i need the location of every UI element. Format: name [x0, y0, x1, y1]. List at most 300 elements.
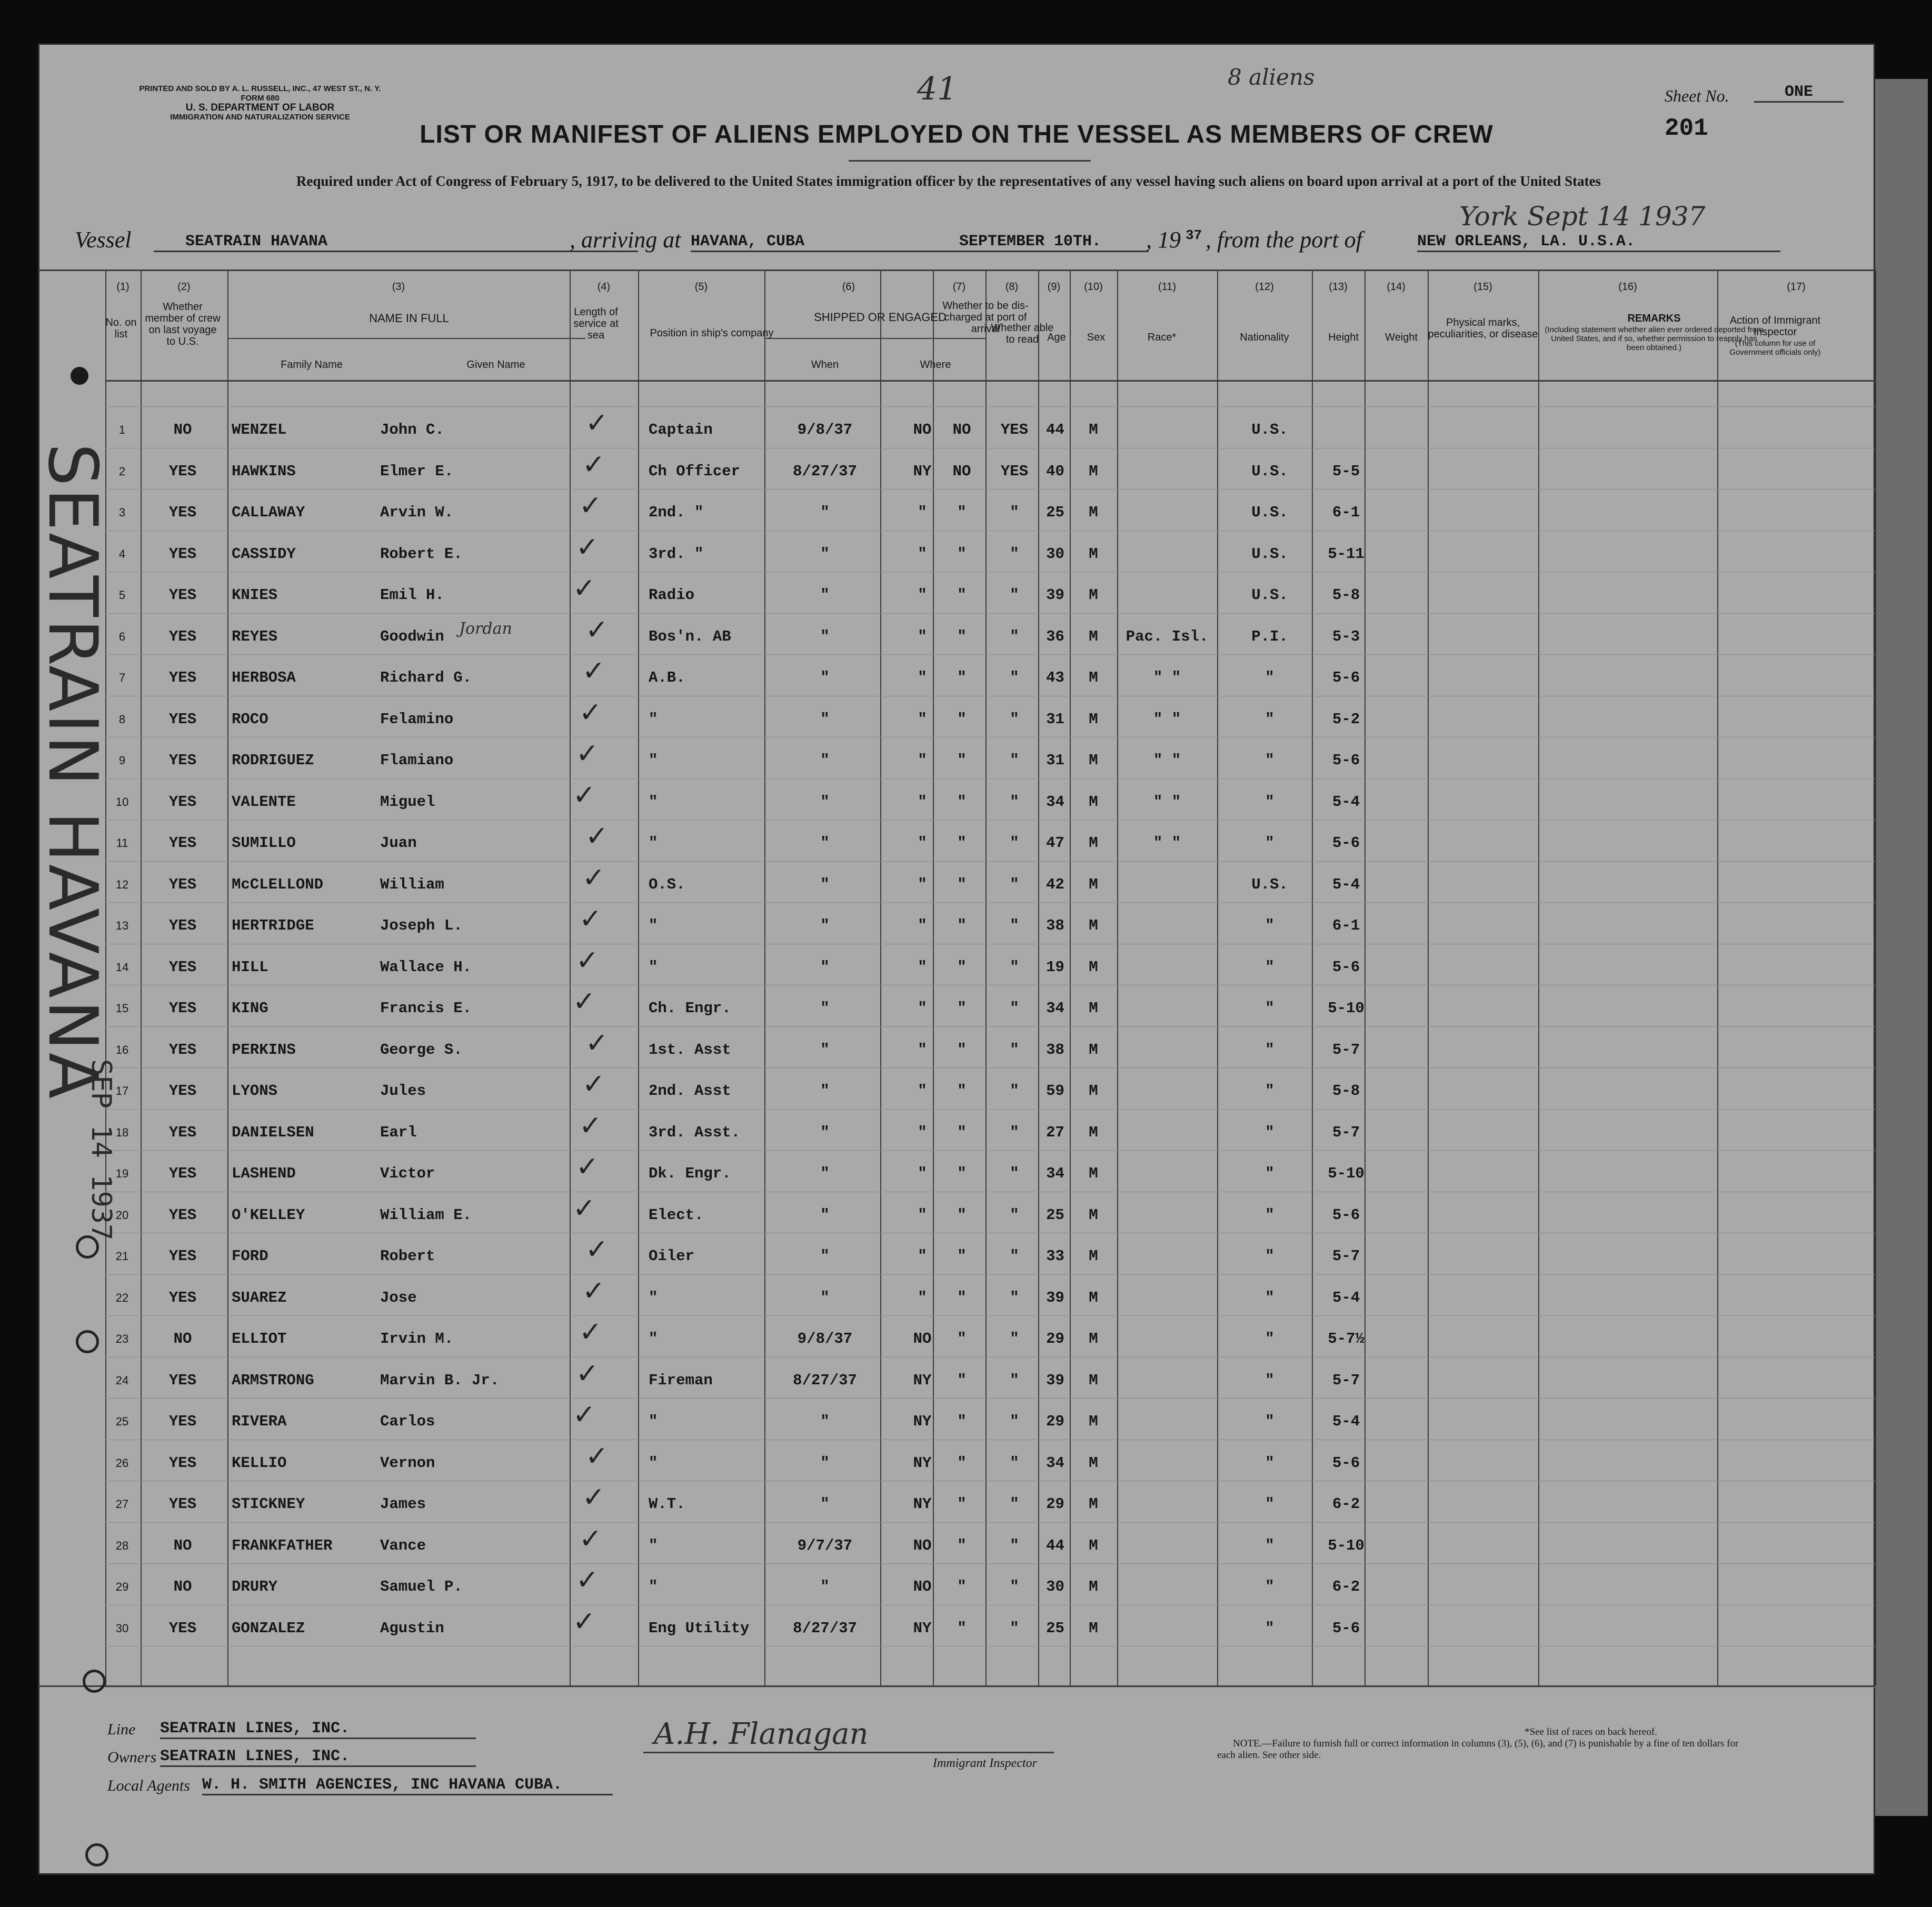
- crew-last-voyage: YES: [168, 1000, 197, 1017]
- row-number: 5: [118, 588, 126, 602]
- height: 5-2: [1332, 711, 1360, 728]
- nationality: ": [1265, 1289, 1274, 1306]
- to-be-discharged: ": [957, 1578, 967, 1595]
- service-check-mark: ✓: [585, 821, 609, 852]
- height: 6-2: [1332, 1578, 1360, 1595]
- service-check-mark: ✓: [582, 862, 605, 894]
- arrival-date: SEPTEMBER 10TH.: [912, 233, 1149, 252]
- able-to-read: ": [1010, 752, 1019, 769]
- height: 5-8: [1332, 1082, 1360, 1100]
- able-to-read: ": [1010, 1578, 1019, 1595]
- column-number: (6): [842, 281, 855, 293]
- date-stamp: SEP 14 1937: [85, 1059, 117, 1241]
- row-number: 20: [115, 1209, 129, 1222]
- shipped-when: 8/27/37: [793, 463, 857, 480]
- row-number: 15: [115, 1002, 129, 1015]
- given-name: Miguel: [380, 793, 435, 811]
- column-rule: [1312, 269, 1313, 1685]
- position: ": [649, 959, 658, 976]
- column-rule: [1217, 269, 1218, 1685]
- age: 34: [1046, 1000, 1064, 1017]
- service-check-mark: ✓: [576, 1151, 599, 1183]
- header-age: Age: [1047, 332, 1066, 343]
- family-name: REYES: [232, 628, 278, 645]
- from-port-label: , from the port of: [1206, 227, 1362, 253]
- from-port-typed: NEW ORLEANS, LA. U.S.A.: [1417, 233, 1780, 252]
- shipped-when: ": [820, 1413, 830, 1430]
- position: O.S.: [649, 876, 685, 893]
- to-be-discharged: ": [957, 1454, 967, 1472]
- position: Ch Officer: [649, 463, 741, 480]
- service-check-mark: ✓: [579, 490, 602, 522]
- to-be-discharged: ": [957, 1206, 967, 1224]
- crew-last-voyage: YES: [168, 1124, 197, 1141]
- service-check-mark: ✓: [576, 738, 599, 770]
- to-be-discharged: ": [957, 1165, 967, 1182]
- shipped-where: ": [918, 876, 927, 893]
- given-name: Earl: [380, 1124, 417, 1141]
- service-check-mark: ✓: [573, 1193, 596, 1224]
- row-rule: [105, 902, 1875, 903]
- age: 30: [1046, 1578, 1064, 1595]
- age: 39: [1046, 1372, 1064, 1389]
- to-be-discharged: ": [957, 834, 967, 852]
- nationality: ": [1265, 1124, 1274, 1141]
- position: ": [649, 793, 658, 811]
- family-name: HERBOSA: [232, 669, 296, 686]
- column-rule: [1038, 269, 1039, 1685]
- shipped-where: NY: [913, 1372, 932, 1389]
- position: ": [649, 834, 658, 852]
- age: 19: [1046, 959, 1064, 976]
- height: 5-10: [1328, 1000, 1365, 1017]
- column-number: (7): [952, 281, 966, 293]
- crew-last-voyage: YES: [168, 1495, 197, 1513]
- nationality: ": [1265, 1537, 1274, 1554]
- given-name: Jules: [380, 1082, 426, 1100]
- shipped-where: ": [918, 917, 927, 934]
- punch-hole: [85, 1843, 108, 1866]
- shipped-when: ": [820, 1454, 830, 1472]
- age: 39: [1046, 1289, 1064, 1306]
- age: 31: [1046, 711, 1064, 728]
- column-rule: [1717, 269, 1718, 1685]
- handwritten-aliens-count: 8 aliens: [1228, 64, 1315, 90]
- handwritten-mark-41: 41: [917, 71, 958, 107]
- header-no: No. on list: [105, 317, 137, 340]
- header-race: Race*: [1147, 332, 1177, 343]
- able-to-read: ": [1010, 917, 1019, 934]
- name-subheader-rule: [227, 338, 585, 339]
- row-number: 1: [118, 423, 126, 436]
- sex: M: [1089, 1082, 1098, 1100]
- position: ": [649, 917, 658, 934]
- crew-last-voyage: YES: [168, 1247, 197, 1265]
- height: 6-1: [1332, 504, 1360, 521]
- race: " ": [1153, 711, 1181, 728]
- family-name: SUAREZ: [232, 1289, 287, 1306]
- shipped-when: 9/8/37: [797, 1330, 853, 1347]
- row-rule: [105, 654, 1875, 655]
- given-name: Emil H.: [380, 586, 444, 604]
- inspector-label: Immigrant Inspector: [933, 1756, 1037, 1770]
- service-check-mark: ✓: [585, 614, 609, 646]
- to-be-discharged: ": [957, 1000, 967, 1017]
- row-number: 14: [115, 961, 129, 974]
- given-name: Joseph L.: [380, 917, 463, 934]
- given-name: William E.: [380, 1206, 472, 1224]
- sheet-no-label: Sheet No.: [1665, 86, 1729, 105]
- service-check-mark: ✓: [576, 945, 599, 976]
- family-name: HILL: [232, 959, 268, 976]
- crew-last-voyage: YES: [168, 834, 197, 852]
- nationality: ": [1265, 834, 1274, 852]
- row-rule: [105, 1067, 1875, 1068]
- age: 30: [1046, 545, 1064, 563]
- nationality: ": [1265, 1206, 1274, 1224]
- row-rule: [105, 1563, 1875, 1564]
- printer-imprint: [49, 84, 471, 122]
- row-rule: [105, 1522, 1875, 1523]
- column-rule: [985, 269, 987, 1685]
- header-height: Height: [1328, 332, 1359, 343]
- position: W.T.: [649, 1495, 685, 1513]
- sex: M: [1089, 834, 1098, 852]
- position: Oiler: [649, 1247, 695, 1265]
- height: 5-6: [1332, 1620, 1360, 1637]
- shipped-when: ": [820, 1082, 830, 1100]
- crew-last-voyage: YES: [168, 669, 197, 686]
- position: Radio: [649, 586, 695, 604]
- shipped-where: NY: [913, 1413, 932, 1430]
- shipped-when: ": [820, 545, 830, 563]
- row-number: 8: [118, 713, 126, 726]
- able-to-read: ": [1010, 1000, 1019, 1017]
- row-number: 13: [115, 919, 129, 932]
- header-shipped-engaged: SHIPPED OR ENGAGED: [814, 311, 947, 324]
- to-be-discharged: ": [957, 793, 967, 811]
- family-name: CASSIDY: [232, 545, 296, 563]
- able-to-read: ": [1010, 711, 1019, 728]
- position: Elect.: [649, 1206, 704, 1224]
- crew-last-voyage: YES: [168, 586, 197, 604]
- able-to-read: ": [1010, 959, 1019, 976]
- sex: M: [1089, 793, 1098, 811]
- shipped-when: 8/27/37: [793, 1372, 857, 1389]
- nationality: ": [1265, 711, 1274, 728]
- nationality: ": [1265, 793, 1274, 811]
- printer-line-3: U. S. DEPARTMENT OF LABOR: [185, 102, 335, 113]
- shipped-when: ": [820, 1165, 830, 1182]
- crew-last-voyage: YES: [168, 1372, 197, 1389]
- position: A.B.: [649, 669, 685, 686]
- able-to-read: ": [1010, 1165, 1019, 1182]
- age: 34: [1046, 1454, 1064, 1472]
- service-check-mark: ✓: [582, 1069, 605, 1100]
- nationality: U.S.: [1251, 463, 1288, 480]
- age: 43: [1046, 669, 1064, 686]
- to-be-discharged: ": [957, 1330, 967, 1347]
- punch-hole: [83, 1670, 106, 1693]
- row-number: 26: [115, 1456, 129, 1470]
- arriving-label: , arriving at: [570, 227, 681, 253]
- service-check-mark: ✓: [573, 573, 596, 604]
- to-be-discharged: ": [957, 1124, 967, 1141]
- sex: M: [1089, 545, 1098, 563]
- given-name: Jose: [380, 1289, 417, 1306]
- header-bottom-rule: [105, 380, 1875, 382]
- column-number: (13): [1329, 281, 1348, 293]
- shipped-where: ": [918, 793, 927, 811]
- position: 3rd. Asst.: [649, 1124, 741, 1141]
- given-name: Wallace H.: [380, 959, 472, 976]
- age: 29: [1046, 1413, 1064, 1430]
- title-divider: [849, 160, 1091, 162]
- column-number: (8): [1005, 281, 1019, 293]
- position: 3rd. ": [649, 545, 704, 563]
- service-check-mark: ✓: [576, 1564, 599, 1596]
- shipped-where: ": [918, 669, 927, 686]
- position: ": [649, 1578, 658, 1595]
- shipped-where: NO: [913, 1537, 932, 1554]
- crew-last-voyage: YES: [168, 1082, 197, 1100]
- position: 1st. Asst: [649, 1041, 731, 1059]
- height: 5-6: [1332, 834, 1360, 852]
- able-to-read: ": [1010, 1537, 1019, 1554]
- position: ": [649, 1413, 658, 1430]
- crew-last-voyage: YES: [168, 463, 197, 480]
- age: 36: [1046, 628, 1064, 645]
- given-name: Juan: [380, 834, 417, 852]
- sex: M: [1089, 711, 1098, 728]
- shipped-where: NY: [913, 1454, 932, 1472]
- able-to-read: ": [1010, 628, 1019, 645]
- position: ": [649, 1454, 658, 1472]
- shipped-where: NY: [913, 1620, 932, 1637]
- to-be-discharged: ": [957, 504, 967, 521]
- given-name: George S.: [380, 1041, 463, 1059]
- column-number: (4): [597, 281, 611, 293]
- sex: M: [1089, 1578, 1098, 1595]
- sex: M: [1089, 1495, 1098, 1513]
- crew-last-voyage: YES: [168, 959, 197, 976]
- shipped-when: ": [820, 628, 830, 645]
- row-number: 2: [118, 465, 126, 478]
- row-number: 17: [115, 1084, 129, 1097]
- age: 47: [1046, 834, 1064, 852]
- given-name: Samuel P.: [380, 1578, 463, 1595]
- shipped-when: ": [820, 504, 830, 521]
- family-name: CALLAWAY: [232, 504, 305, 521]
- header-given-name: Given Name: [466, 359, 525, 371]
- nationality: U.S.: [1251, 545, 1288, 563]
- column-rule: [1875, 269, 1876, 1685]
- crew-last-voyage: YES: [168, 545, 197, 563]
- to-be-discharged: NO: [952, 421, 971, 438]
- position: ": [649, 752, 658, 769]
- family-name: VALENTE: [232, 793, 296, 811]
- row-rule: [105, 1398, 1875, 1399]
- family-name: LASHEND: [232, 1165, 296, 1182]
- service-check-mark: ✓: [582, 1482, 605, 1513]
- given-name: Victor: [380, 1165, 435, 1182]
- race: " ": [1153, 669, 1181, 686]
- header-remarks: REMARKS: [1627, 313, 1681, 324]
- family-name: STICKNEY: [232, 1495, 305, 1513]
- sex: M: [1089, 628, 1098, 645]
- nationality: ": [1265, 1620, 1274, 1637]
- column-rule: [933, 269, 934, 1685]
- printer-line-1: PRINTED AND SOLD BY A. L. RUSSELL, INC., 47 WEST ST., N. Y.: [139, 84, 381, 93]
- able-to-read: YES: [1000, 463, 1029, 480]
- given-name: Vernon: [380, 1454, 435, 1472]
- sex: M: [1089, 1206, 1098, 1224]
- row-rule: [105, 1150, 1875, 1151]
- shipped-where: NY: [913, 1495, 932, 1513]
- column-rule: [1070, 269, 1071, 1685]
- to-be-discharged: ": [957, 752, 967, 769]
- row-rule: [105, 1315, 1875, 1316]
- crew-last-voyage: YES: [168, 628, 197, 645]
- position: Eng Utility: [649, 1620, 750, 1637]
- row-number: 4: [118, 547, 126, 561]
- shipped-when: ": [820, 793, 830, 811]
- position: ": [649, 1289, 658, 1306]
- crew-last-voyage: YES: [168, 1206, 197, 1224]
- shipped-when: ": [820, 1247, 830, 1265]
- crew-last-voyage: YES: [168, 504, 197, 521]
- service-check-mark: ✓: [585, 1234, 609, 1265]
- shipped-when: ": [820, 1578, 830, 1595]
- shipped-where: NO: [913, 1578, 932, 1595]
- able-to-read: ": [1010, 1372, 1019, 1389]
- sex: M: [1089, 1413, 1098, 1430]
- column-number: (11): [1158, 281, 1177, 293]
- shipped-when: 8/27/37: [793, 1620, 857, 1637]
- column-number: (3): [392, 281, 405, 293]
- shipped-where: ": [918, 711, 927, 728]
- vessel-name: SEATRAIN HAVANA: [154, 233, 638, 252]
- given-name: Richard G.: [380, 669, 472, 686]
- column-rule: [227, 269, 228, 1685]
- to-be-discharged: ": [957, 711, 967, 728]
- crew-last-voyage: YES: [168, 1620, 197, 1637]
- age: 29: [1046, 1495, 1064, 1513]
- height: 5-7½: [1328, 1330, 1365, 1347]
- column-rule: [141, 269, 142, 1685]
- height: 5-4: [1332, 1413, 1360, 1430]
- column-rule: [1538, 269, 1539, 1685]
- family-name: FORD: [232, 1247, 268, 1265]
- sheet-no-value: ONE: [1754, 83, 1844, 103]
- sex: M: [1089, 1537, 1098, 1554]
- header-inspector-note: (This column for use of Government officials only): [1729, 339, 1821, 357]
- row-number: 30: [115, 1622, 129, 1635]
- column-rule: [1428, 269, 1429, 1685]
- nationality: ": [1265, 917, 1274, 934]
- age: 29: [1046, 1330, 1064, 1347]
- age: 39: [1046, 586, 1064, 604]
- crew-last-voyage: NO: [173, 1578, 192, 1595]
- to-be-discharged: ": [957, 545, 967, 563]
- able-to-read: ": [1010, 1124, 1019, 1141]
- crew-last-voyage: YES: [168, 1454, 197, 1472]
- position: Fireman: [649, 1372, 713, 1389]
- sex: M: [1089, 1124, 1098, 1141]
- height: 5-10: [1328, 1165, 1365, 1182]
- nationality: ": [1265, 959, 1274, 976]
- crew-last-voyage: YES: [168, 917, 197, 934]
- row-rule: [105, 489, 1875, 490]
- header-weight: Weight: [1385, 332, 1418, 343]
- nationality: ": [1265, 1578, 1274, 1595]
- able-to-read: ": [1010, 1289, 1019, 1306]
- shipped-where: ": [918, 1041, 927, 1059]
- age: 25: [1046, 1206, 1064, 1224]
- shipped-where: ": [918, 959, 927, 976]
- shipped-where: NO: [913, 1330, 932, 1347]
- able-to-read: ": [1010, 793, 1019, 811]
- header-discharged: Whether to be dis-charged at port of arrival: [942, 300, 1029, 335]
- age: 44: [1046, 421, 1064, 438]
- position: Captain: [649, 421, 713, 438]
- shipped-when: ": [820, 876, 830, 893]
- shipped-where: ": [918, 1247, 927, 1265]
- given-name: Agustin: [380, 1620, 444, 1637]
- to-be-discharged: NO: [952, 463, 971, 480]
- sex: M: [1089, 1165, 1098, 1182]
- given-name: Flamiano: [380, 752, 454, 769]
- column-number: (14): [1387, 281, 1406, 293]
- to-be-discharged: ": [957, 959, 967, 976]
- column-rule: [764, 269, 765, 1685]
- nationality: ": [1265, 1372, 1274, 1389]
- manifest-sheet: [33, 43, 1875, 1875]
- row-number: 10: [115, 795, 129, 808]
- height: 5-4: [1332, 793, 1360, 811]
- family-name: DANIELSEN: [232, 1124, 314, 1141]
- nationality: ": [1265, 1041, 1274, 1059]
- shipped-where: ": [918, 752, 927, 769]
- inspector-signature: A.H. Flanagan: [654, 1717, 869, 1751]
- height: 5-3: [1332, 628, 1360, 645]
- column-rule: [570, 269, 571, 1685]
- nationality: ": [1265, 1082, 1274, 1100]
- line-label: Line: [107, 1721, 136, 1738]
- given-name: Arvin W.: [380, 504, 454, 521]
- sex: M: [1089, 669, 1098, 686]
- family-name: McCLELLOND: [232, 876, 324, 893]
- column-number: (5): [694, 281, 708, 293]
- crew-last-voyage: NO: [173, 421, 192, 438]
- service-check-mark: ✓: [576, 532, 599, 563]
- age: 44: [1046, 1537, 1064, 1554]
- height: 5-7: [1332, 1041, 1360, 1059]
- to-be-discharged: ": [957, 876, 967, 893]
- nationality: ": [1265, 1413, 1274, 1430]
- header-name-in-full: NAME IN FULL: [369, 312, 449, 325]
- sex: M: [1089, 876, 1098, 893]
- nationality: U.S.: [1251, 876, 1288, 893]
- service-check-mark: ✓: [585, 1441, 609, 1472]
- able-to-read: ": [1010, 1454, 1019, 1472]
- nationality: ": [1265, 1495, 1274, 1513]
- shipped-where: ": [918, 545, 927, 563]
- underlying-sheet-edge: [1870, 79, 1928, 1816]
- height: 5-7: [1332, 1124, 1360, 1141]
- nationality: ": [1265, 1330, 1274, 1347]
- shipped-when: ": [820, 752, 830, 769]
